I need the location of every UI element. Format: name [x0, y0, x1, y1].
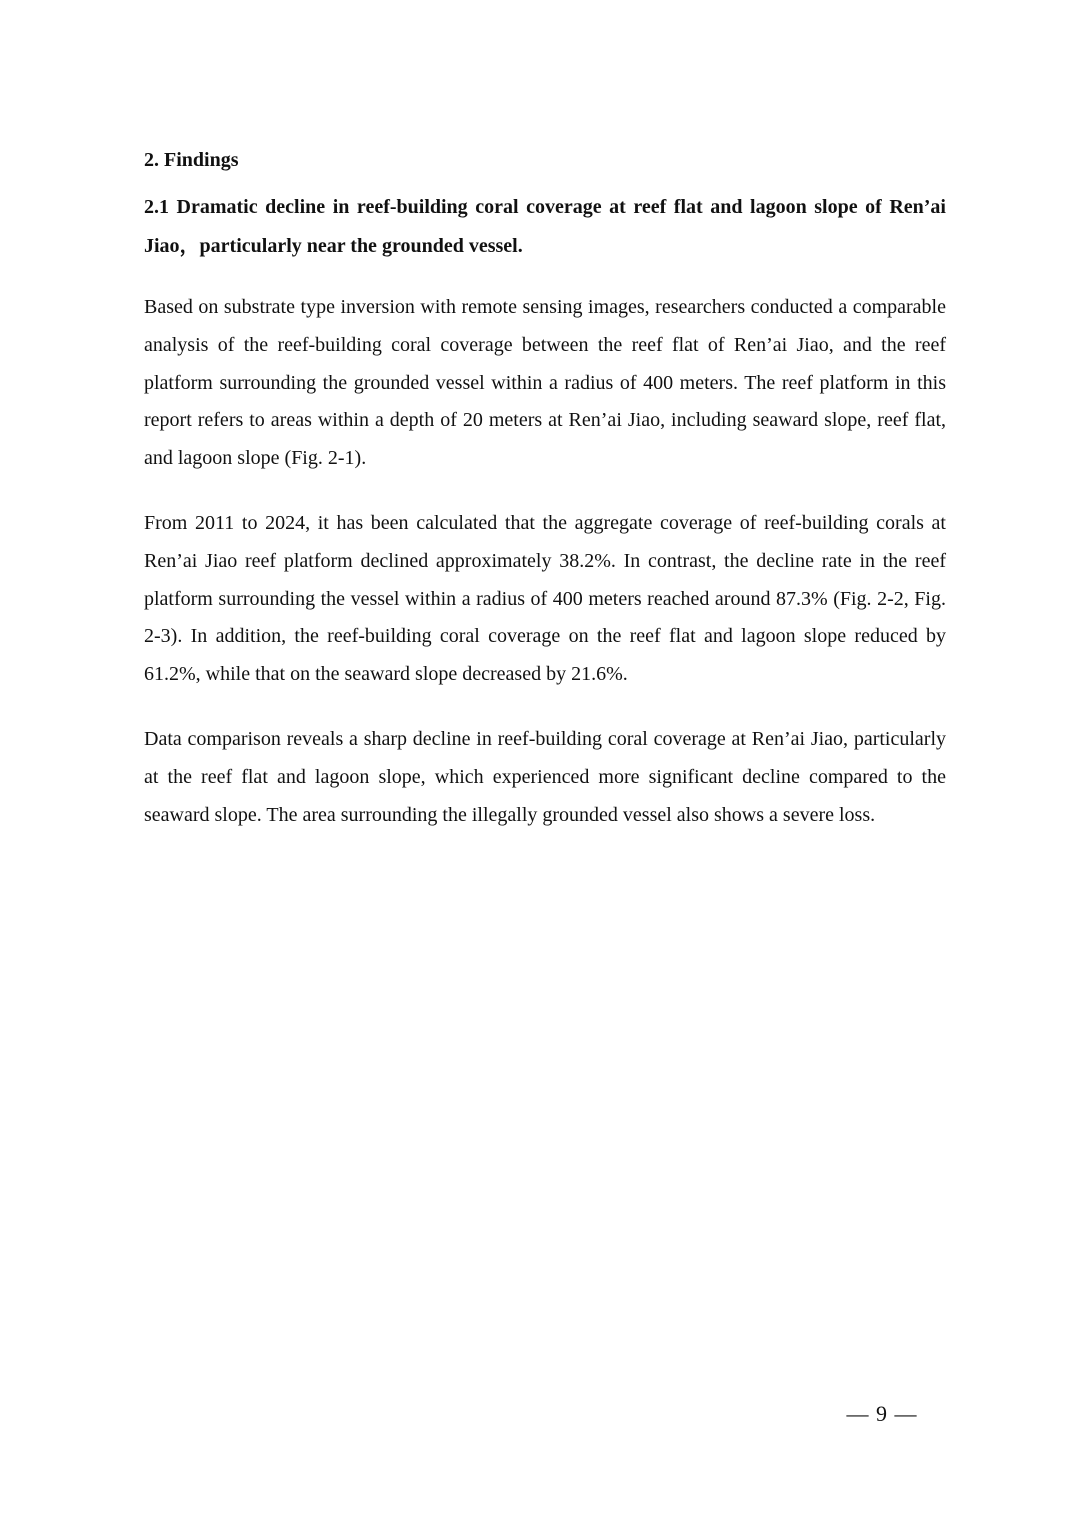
page-content	[144, 142, 946, 861]
page-number: — 9 —	[846, 1401, 918, 1426]
body-paragraph: Based on substrate type inversion with remote sensing images, researchers conducted a comparable analysis of the reef-building coral coverage between the reef flat of Ren’ai Jiao, and the reef platform surrounding the grounded vessel within a radius of 400 meters. The reef platform in this report refers to areas within a depth of 20 meters at Ren’ai Jiao, including seaward slope, reef flat, and lagoon slope (Fig. 2-1).	[144, 296, 946, 470]
section-heading: 2. Findings	[144, 149, 239, 171]
subsection-heading: 2.1 Dramatic decline in reef-building coral coverage at reef flat and lagoon slope of Ren’ai Jiao，particularly near the grounded vessel.	[144, 196, 946, 257]
body-paragraph: Data comparison reveals a sharp decline in reef-building coral coverage at Ren’ai Jiao, particularly at the reef flat and lagoon slope, which experienced more significant decline compared to the seaward slope. The area surrounding the illegally grounded vessel also shows a severe loss.	[144, 727, 946, 826]
body-paragraph: From 2011 to 2024, it has been calculated that the aggregate coverage of reef-building corals at Ren’ai Jiao reef platform declined approximately 38.2%. In contrast, the decline rate in the reef platform surrounding the vessel within a radius of 400 meters reached around 87.3% (Fig. 2-2, Fig. 2-3). In addition, the reef-building coral coverage on the reef flat and lagoon slope reduced by 61.2%, while that on the seaward slope decreased by 21.6%.	[144, 511, 946, 686]
